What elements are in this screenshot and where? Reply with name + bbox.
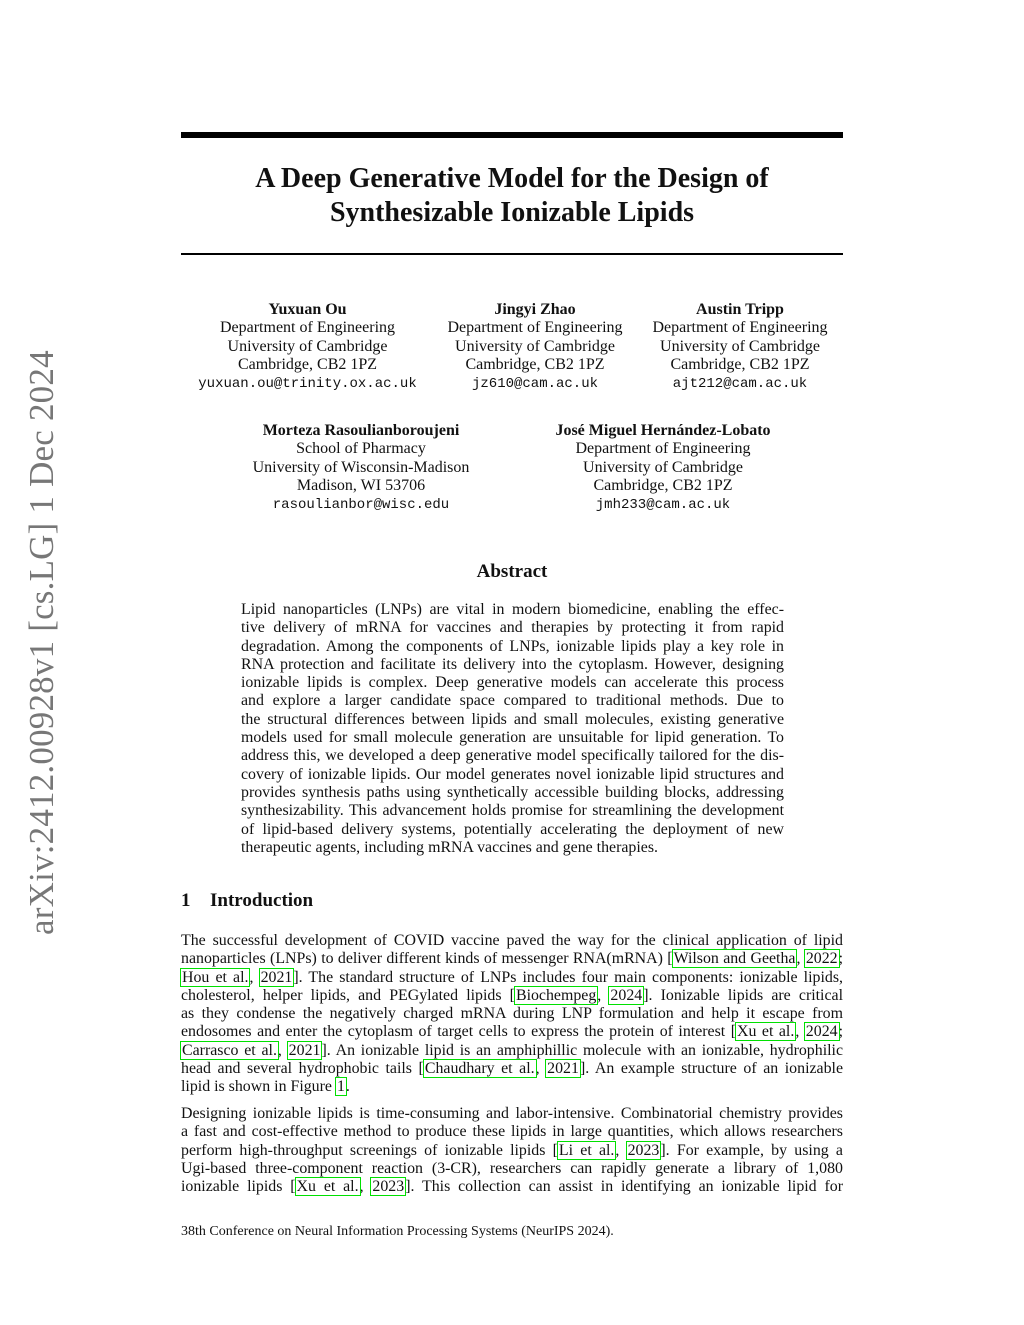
- citation-link[interactable]: 2024: [805, 1023, 838, 1041]
- text-run: ionizable lipids [: [181, 1178, 296, 1196]
- title-line-2: Synthesizable Ionizable Lipids: [329, 197, 695, 228]
- author-block: [240, 422, 482, 514]
- author-department: Department of Engineering: [575, 440, 751, 458]
- paragraph-line: [181, 1178, 843, 1196]
- author-department: Department of Engineering: [447, 319, 623, 337]
- abstract-line: RNA protection and facilitate its delivery into the cytoplasm. However, designing: [241, 655, 784, 673]
- citation-link[interactable]: Hou et al.: [182, 968, 249, 986]
- intro-paragraph-1: [181, 932, 843, 1097]
- text-run: head and several hydrophobic tails [: [181, 1060, 424, 1078]
- paragraph-line: [181, 1142, 843, 1160]
- author-institution: University of Wisconsin-Madison: [252, 458, 470, 476]
- paragraph-line: [181, 1060, 843, 1078]
- text-run: endosomes and enter the cytoplasm of target cells to express the protein of interest [: [181, 1023, 736, 1041]
- abstract-line: of lipid-based delivery systems, potentially accelerating the deployment of new: [241, 820, 784, 838]
- text-run: ,: [359, 1178, 372, 1196]
- citation-link[interactable]: Biochempeg: [515, 986, 597, 1004]
- text-run: ;: [838, 1023, 843, 1041]
- author-email[interactable]: jmh233@cam.ac.uk: [595, 496, 731, 513]
- author-address: Cambridge, CB2 1PZ: [465, 356, 605, 374]
- text-run: ]. An example structure of an ionizable: [579, 1060, 844, 1078]
- citation-link[interactable]: 2021: [260, 968, 293, 986]
- author-name: José Miguel Hernández-Lobato: [555, 422, 771, 439]
- abstract-line: covery of ionizable lipids. Our model generates novel ionizable lipid structures and: [241, 765, 784, 783]
- author-institution: University of Cambridge: [455, 337, 615, 355]
- paper-title: [181, 162, 843, 230]
- citation-link[interactable]: 2023: [627, 1141, 660, 1159]
- abstract-line: Lipid nanoparticles (LNPs) are vital in modern biomedicine, enabling the effec-: [241, 601, 784, 618]
- text-run: ,: [535, 1060, 547, 1078]
- abstract-line: and explore a larger candidate space compared to traditional methods. Due to: [241, 692, 784, 710]
- figure-reference-link[interactable]: 1: [336, 1078, 345, 1096]
- abstract-line: ionizable lipids is complex. Deep generative models can accelerate this process: [241, 674, 784, 692]
- abstract-line: address this, we developed a deep generative model specifically tailored for the dis-: [241, 747, 784, 765]
- text-run: nanoparticles (LNPs) to deliver different kinds of messenger RNA(mRNA) [: [181, 950, 673, 968]
- abstract-line: degradation. Among the components of LNPs, ionizable lipids play a key role in: [241, 637, 784, 655]
- paragraph-line: Ugi-based three-component reaction (3-CR), researchers can rapidly generate a library of 1,080: [181, 1159, 843, 1177]
- author-address: Cambridge, CB2 1PZ: [670, 356, 810, 374]
- author-name: Jingyi Zhao: [494, 301, 576, 318]
- paragraph-line: [181, 1042, 843, 1060]
- citation-link[interactable]: 2021: [288, 1041, 321, 1059]
- author-department: Department of Engineering: [219, 319, 396, 337]
- author-name: Yuxuan Ou: [268, 301, 347, 318]
- paragraph-line: The successful development of COVID vaccine paved the way for the clinical application of lipid: [181, 932, 843, 949]
- author-address: Cambridge, CB2 1PZ: [593, 477, 733, 495]
- paragraph-line: as they condense the negatively charged mRNA during LNP formulation and help it escape from: [181, 1005, 843, 1023]
- abstract-line: the structural differences between lipids and small molecules, existing generative: [241, 710, 784, 728]
- text-run: lipid is shown in Figure: [181, 1078, 336, 1096]
- abstract-body: [241, 601, 784, 857]
- author-name: Austin Tripp: [696, 301, 784, 318]
- citation-link[interactable]: Chaudhary et al.: [424, 1060, 535, 1078]
- section-number: 1: [181, 890, 191, 911]
- text-run: ,: [615, 1141, 627, 1159]
- author-email[interactable]: yuxuan.ou@trinity.ox.ac.uk: [198, 375, 417, 392]
- intro-paragraph-2: [181, 1105, 843, 1196]
- paragraph-line: Designing ionizable lipids is time-consuming and labor-intensive. Combinatorial chemistry provides: [181, 1105, 843, 1122]
- author-address: Cambridge, CB2 1PZ: [237, 356, 378, 374]
- citation-link[interactable]: 2023: [372, 1178, 405, 1196]
- text-run: ,: [249, 968, 260, 986]
- section-heading-introduction: [181, 890, 313, 912]
- citation-link[interactable]: 2021: [547, 1060, 579, 1078]
- abstract-line: tive delivery of mRNA for vaccines and therapies by protecting it from rapid: [241, 619, 784, 637]
- title-line-1: A Deep Generative Model for the Design of: [255, 163, 769, 194]
- text-run: ]. The standard structure of LNPs includes four main components: ionizable lipids,: [293, 968, 843, 986]
- text-run: ,: [796, 950, 805, 968]
- abstract-heading: Abstract: [476, 561, 548, 582]
- abstract-line: therapeutic agents, including mRNA vaccines and gene therapies.: [241, 838, 658, 856]
- arxiv-identifier: arXiv:2412.00928v1 [cs.LG] 1 Dec 2024: [22, 350, 61, 935]
- abstract-line: models used for small molecule generation are unsuitable for lipid generation. To: [241, 729, 784, 747]
- author-department: School of Pharmacy: [296, 440, 426, 458]
- author-block: [645, 301, 835, 393]
- paragraph-line: a fast and cost-effective method to produce these lipids in large quantities, which allows researchers: [181, 1123, 843, 1141]
- author-name: Morteza Rasoulianboroujeni: [262, 422, 460, 439]
- paragraph-line: [181, 969, 843, 987]
- citation-link[interactable]: Wilson and Geetha: [673, 950, 796, 968]
- conference-footnote: 38th Conference on Neural Information Processing Systems (NeurIPS 2024).: [181, 1224, 614, 1239]
- author-institution: University of Cambridge: [583, 458, 743, 476]
- text-run: .: [345, 1078, 350, 1096]
- citation-link[interactable]: 2022: [805, 950, 838, 968]
- paragraph-line: [181, 950, 843, 968]
- text-run: ,: [597, 986, 610, 1004]
- text-run: ;: [838, 950, 844, 968]
- author-address: Madison, WI 53706: [296, 477, 426, 495]
- citation-link[interactable]: Xu et al.: [296, 1178, 359, 1196]
- paragraph-line: [181, 987, 843, 1005]
- author-email[interactable]: ajt212@cam.ac.uk: [672, 375, 808, 392]
- author-block: [440, 301, 630, 393]
- author-institution: University of Cambridge: [660, 337, 820, 355]
- text-run: perform high-throughput screenings of ionizable lipids [: [181, 1141, 558, 1159]
- text-run: ]. Ionizable lipids are critical: [643, 986, 843, 1004]
- author-email[interactable]: jz610@cam.ac.uk: [471, 375, 599, 392]
- citation-link[interactable]: 2024: [610, 986, 643, 1004]
- author-email[interactable]: rasoulianbor@wisc.edu: [272, 496, 450, 513]
- text-run: ,: [277, 1041, 288, 1059]
- text-run: ]. For example, by using a: [660, 1141, 843, 1159]
- abstract-line: provides synthesis paths using synthetically accessible building blocks, addressing: [241, 783, 784, 801]
- text-run: ,: [795, 1023, 805, 1041]
- citation-link[interactable]: Li et al.: [558, 1141, 615, 1159]
- author-block: [190, 301, 425, 393]
- paragraph-line: [181, 1078, 843, 1096]
- abstract-line: synthesizability. This advancement holds promise for streamlining the development: [241, 802, 784, 820]
- citation-link[interactable]: Xu et al.: [736, 1023, 795, 1041]
- title-top-rule: [181, 132, 843, 138]
- text-run: ]. This collection can assist in identifying an ionizable lipid for: [405, 1178, 844, 1196]
- author-block: [543, 422, 783, 514]
- author-institution: University of Cambridge: [227, 337, 388, 355]
- paragraph-line: [181, 1023, 843, 1041]
- section-title: Introduction: [210, 890, 314, 911]
- text-run: cholesterol, helper lipids, and PEGylated lipids [: [181, 986, 515, 1004]
- text-run: ]. An ionizable lipid is an amphiphillic molecule with an ionizable, hydrophilic: [321, 1041, 843, 1059]
- author-department: Department of Engineering: [652, 319, 828, 337]
- citation-link[interactable]: Carrasco et al.: [182, 1041, 277, 1059]
- title-bottom-rule: [181, 253, 843, 255]
